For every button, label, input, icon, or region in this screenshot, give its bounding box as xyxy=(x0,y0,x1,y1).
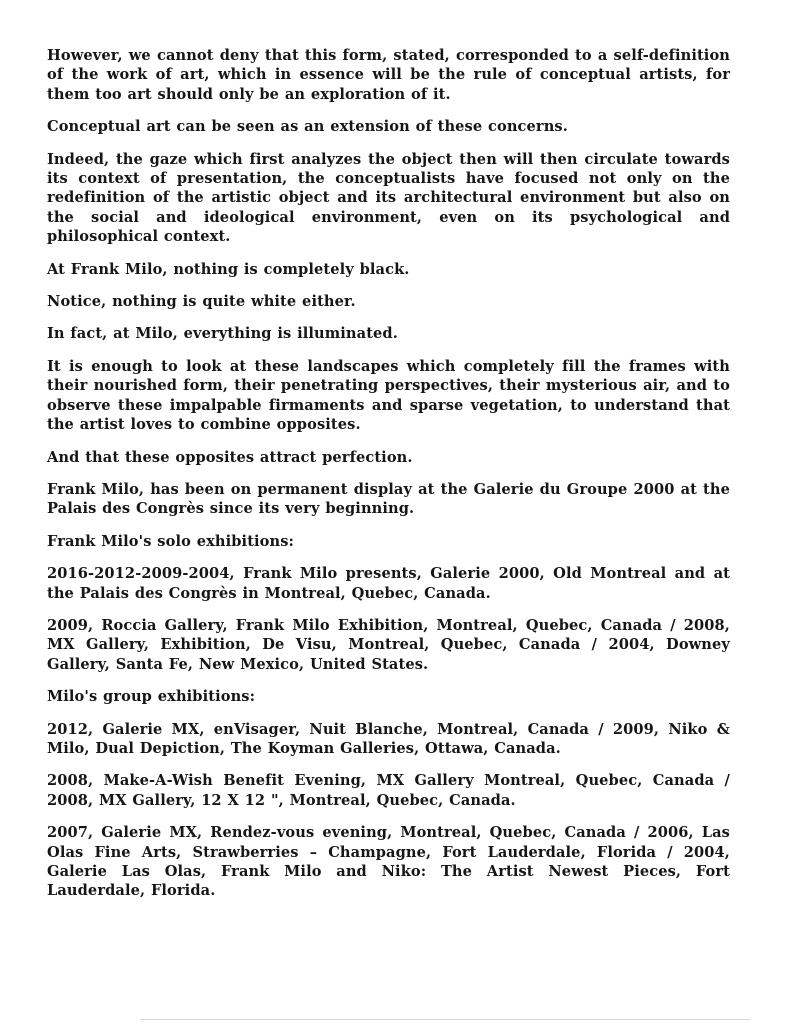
paragraph-illuminated: In fact, at Milo, everything is illuminated. xyxy=(47,325,398,343)
paragraph-opposites: And that these opposites attract perfection. xyxy=(47,448,413,466)
heading-solo-exhibitions: Frank Milo's solo exhibitions: xyxy=(47,532,295,550)
solo-exhibition-entry-2: 2009, Roccia Gallery, Frank Milo Exhibition, Montreal, Quebec, Canada / 2008, MX Gallery, Exhibition, De Visu, Montreal, Quebec, Canada / 2004, Downey Gallery, Santa Fe, New Mexico, United States. xyxy=(47,616,730,673)
paragraph-nothing-white: Notice, nothing is quite white either. xyxy=(47,293,356,311)
paragraph-nothing-black: At Frank Milo, nothing is completely black. xyxy=(47,260,410,278)
bottom-edge-line xyxy=(140,1019,750,1020)
group-exhibition-entry-2: 2008, Make-A-Wish Benefit Evening, MX Gallery Montreal, Quebec, Canada / 2008, MX Gallery, 12 X 12 ", Montreal, Quebec, Canada. xyxy=(47,772,730,809)
paragraph-self-definition: However, we cannot deny that this form, stated, corresponded to a self-definition of the work of art, which in essence will be the rule of conceptual artists, for them too art should only be an exploration of it. xyxy=(47,47,730,103)
group-exhibition-entry-1: 2012, Galerie MX, enVisager, Nuit Blanche, Montreal, Canada / 2009, Niko & Milo, Dual Depiction, The Koyman Galleries, Ottawa, Canada. xyxy=(47,720,730,757)
group-exhibition-entry-3: 2007, Galerie MX, Rendez-vous evening, Montreal, Quebec, Canada / 2006, Las Olas Fine Arts, Strawberries – Champagne, Fort Lauderdale, Florida / 2004, Galerie Las Olas, Frank Milo and Niko: The Artist Newest Pieces, Fort Lauderdale, Florida. xyxy=(47,824,730,900)
paragraph-landscapes: It is enough to look at these landscapes which completely fill the frames with their nourished form, their penetrating perspectives, their mysterious air, and to observe these impalpable firmaments and sparse vegetation, to understand that the artist loves to combine opposites. xyxy=(47,357,730,434)
solo-exhibition-entry-1: 2016-2012-2009-2004, Frank Milo presents, Galerie 2000, Old Montreal and at the Palais des Congrès in Montreal, Quebec, Canada. xyxy=(47,565,730,602)
paragraph-permanent-display: Frank Milo, has been on permanent display at the Galerie du Groupe 2000 at the Palais des Congrès since its very beginning. xyxy=(47,480,730,518)
paragraph-gaze-context: Indeed, the gaze which first analyzes the object then will then circulate towards its context of presentation, the conceptualists have focused not only on the redefinition of the artistic object and its architectural environment but also on the social and ideological environment, even on its psychological and philosophical context. xyxy=(47,150,730,246)
heading-group-exhibitions: Milo's group exhibitions: xyxy=(47,688,256,706)
paragraph-conceptual-art: Conceptual art can be seen as an extension of these concerns. xyxy=(47,118,568,136)
